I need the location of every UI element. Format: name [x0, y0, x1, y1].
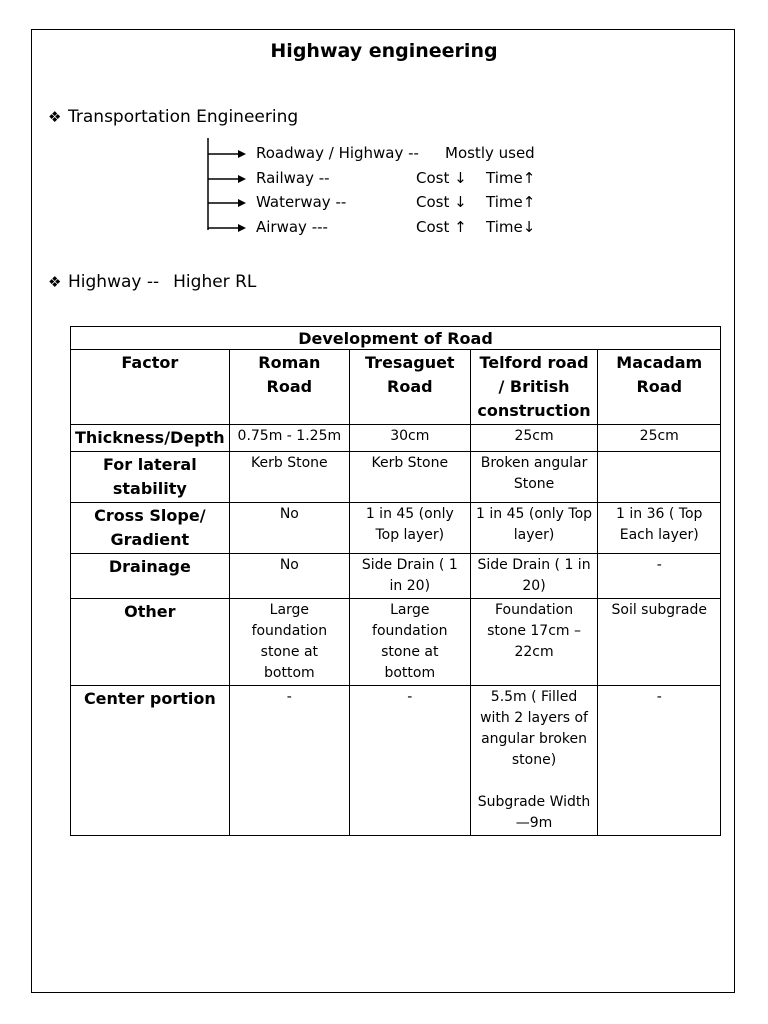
table-cell: Soil subgrade	[598, 599, 721, 686]
mode-waterway-time: Time↑	[486, 193, 536, 211]
table-header-row	[71, 350, 721, 425]
highway-label: Highway --	[68, 272, 160, 292]
mode-airway-time: Time↓	[486, 218, 536, 236]
table-cell: -	[229, 686, 349, 836]
header-macadam-road: Macadam Road	[598, 350, 721, 425]
mode-waterway: Waterway --	[256, 193, 347, 211]
mode-roadway: Roadway / Highway --	[256, 144, 419, 162]
mode-railway: Railway --	[256, 169, 330, 187]
table-cell: 1 in 45 (only Top layer)	[470, 503, 598, 554]
header-roman-road: Roman Road	[229, 350, 349, 425]
table-row	[71, 599, 721, 686]
branch-arrows	[207, 138, 247, 233]
mode-roadway-note: Mostly used	[445, 144, 535, 162]
diamond-bullet-icon: ❖	[48, 273, 62, 291]
row-factor: Other	[71, 599, 230, 686]
transport-heading-text: Transportation Engineering	[68, 107, 299, 127]
mode-airway: Airway ---	[256, 218, 328, 236]
highway-value: Higher RL	[173, 272, 257, 292]
mode-railway-time: Time↑	[486, 169, 536, 187]
table-cell: Side Drain ( 1 in 20)	[470, 554, 598, 599]
table-cell: 0.75m - 1.25m	[229, 425, 349, 452]
table-cell: Kerb Stone	[229, 452, 349, 503]
table-cell: 30cm	[350, 425, 471, 452]
table-cell: No	[229, 503, 349, 554]
table-row	[71, 686, 721, 836]
header-tresaguet-road: Tresaguet Road	[350, 350, 471, 425]
page-title: Highway engineering	[270, 40, 498, 62]
development-of-road-table	[70, 326, 721, 836]
table-cell: Large foundation stone at bottom	[229, 599, 349, 686]
table-cell: Broken angular Stone	[470, 452, 598, 503]
arrow-airway	[208, 224, 246, 232]
table-cell: Large foundation stone at bottom	[350, 599, 471, 686]
row-factor: Drainage	[71, 554, 230, 599]
transport-heading	[48, 107, 298, 127]
table-cell: 5.5m ( Filled with 2 layers of angular broken stone) Subgrade Width—9m	[470, 686, 598, 836]
table-cell: Foundation stone 17cm – 22cm	[470, 599, 598, 686]
arrow-roadway	[208, 150, 246, 158]
arrow-waterway	[208, 199, 246, 207]
table-cell	[598, 452, 721, 503]
table-caption: Development of Road	[71, 327, 721, 350]
highway-line	[48, 272, 256, 292]
mode-airway-cost: Cost ↑	[416, 218, 467, 236]
table-cell: -	[598, 686, 721, 836]
table-row	[71, 554, 721, 599]
row-factor: Thickness/Depth	[71, 425, 230, 452]
header-factor: Factor	[71, 350, 230, 425]
row-factor: Cross Slope/ Gradient	[71, 503, 230, 554]
table-cell: Side Drain ( 1 in 20)	[350, 554, 471, 599]
diamond-bullet-icon: ❖	[48, 108, 62, 126]
row-factor: Center portion	[71, 686, 230, 836]
table-cell: -	[350, 686, 471, 836]
table-cell: 1 in 36 ( Top Each layer)	[598, 503, 721, 554]
table-cell: 25cm	[470, 425, 598, 452]
arrow-railway	[208, 175, 246, 183]
row-factor: For lateral stability	[71, 452, 230, 503]
table-row	[71, 452, 721, 503]
mode-railway-cost: Cost ↓	[416, 169, 467, 187]
header-telford-road: Telford road / British construction	[470, 350, 598, 425]
table-cell: 25cm	[598, 425, 721, 452]
mode-waterway-cost: Cost ↓	[416, 193, 467, 211]
table-cell: No	[229, 554, 349, 599]
table-cell: -	[598, 554, 721, 599]
table-cell: Kerb Stone	[350, 452, 471, 503]
table-row	[71, 425, 721, 452]
table-row	[71, 503, 721, 554]
table-cell: 1 in 45 (only Top layer)	[350, 503, 471, 554]
